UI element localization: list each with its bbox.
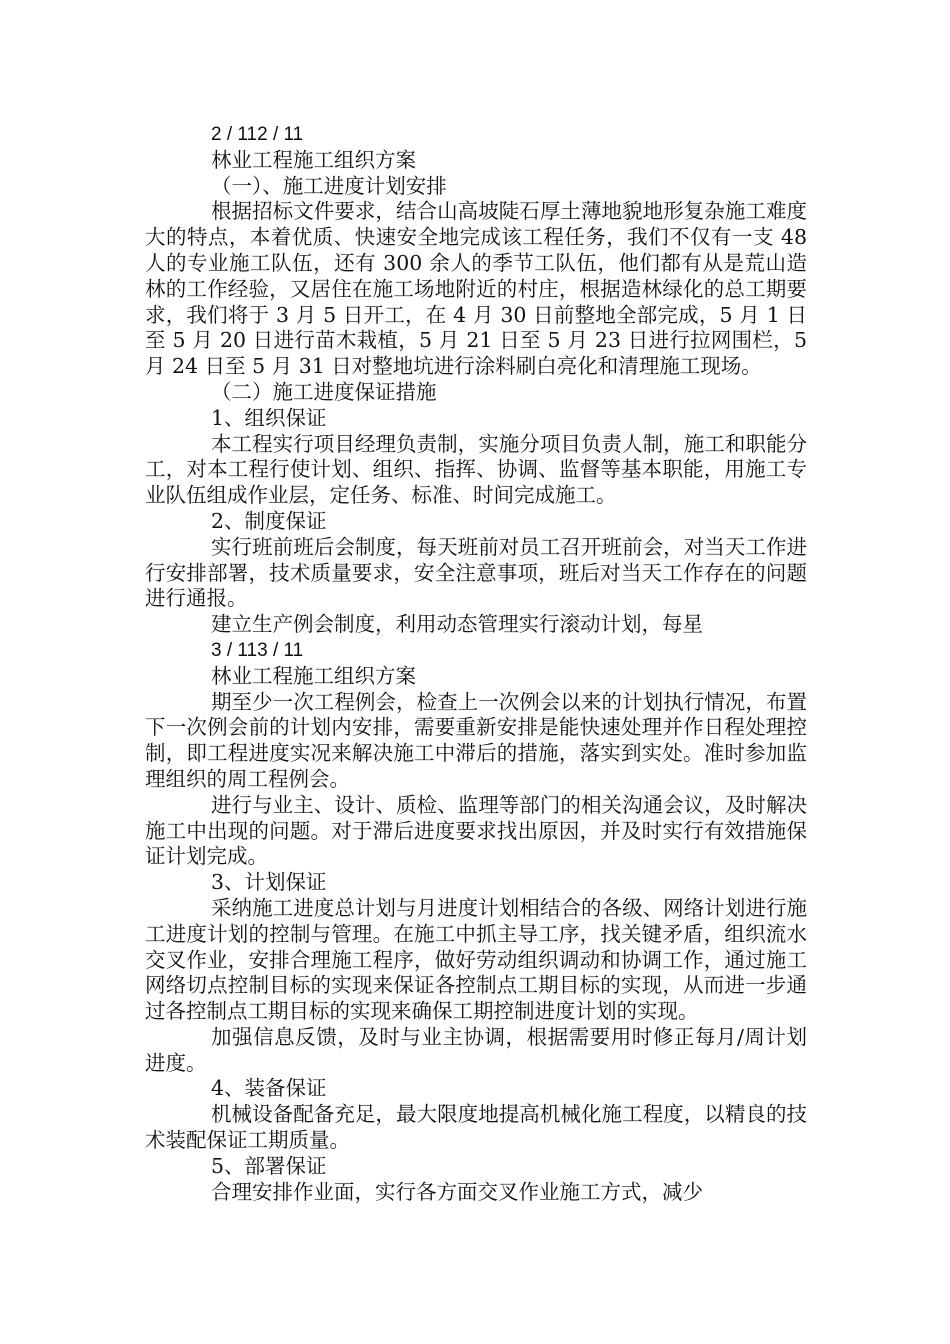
page-number: 3 / 113 / 11 (211, 639, 304, 661)
section-heading-guarantee: （二）施工进度保证措施 (211, 379, 437, 404)
subheading-plan: 3、计划保证 (211, 870, 327, 895)
section-heading-schedule: （一）、施工进度计划安排 (211, 173, 447, 198)
page-number: 2 / 112 / 11 (211, 124, 304, 145)
paragraph-system-routine-start: 建立生产例会制度，利用动态管理实行滚动计划，每星 (211, 612, 703, 637)
subheading-organization: 1、组织保证 (211, 405, 327, 430)
paragraph-system-routine-cont: 期至少一次工程例会，检查上一次例会以来的计划执行情况，布置下一次例会前的计划内安排，需要重新安排是能快速处理并作日程处理控制，即工程进度实况来解决施工中滞后的措施，落实到实处。准时参加监理组织的周工程例会。 (145, 689, 807, 791)
paragraph-plan-control: 采纳施工进度总计划与月进度计划相结合的各级、网络计划进行施工进度计划的控制与管理。在施工中抓主导工序，找关键矛盾，组织流水交叉作业，安排合理施工程序，做好劳动组织调动和协调工作，通过施工网络切点控制目标的实现来保证各控制点工期目标的实现，从而进一步通过各控制点工期目标的实现来确保工期控制进度计划的实现。 (145, 895, 807, 1024)
paragraph-system-meetings: 实行班前班后会制度，每天班前对员工召开班前会，对当天工作进行安排部署，技术质量要求，安全注意事项，班后对当天工作存在的问题进行通报。 (145, 534, 807, 611)
paragraph-plan-feedback: 加强信息反馈，及时与业主协调，根据需要用时修正每月/周计划进度。 (145, 1024, 807, 1075)
document-title: 林业工程施工组织方案 (211, 147, 416, 172)
document-body (145, 122, 807, 1205)
paragraph-deployment-start: 合理安排作业面，实行各方面交叉作业施工方式，减少 (211, 1179, 703, 1204)
subheading-system: 2、制度保证 (211, 508, 327, 533)
subheading-equipment: 4、装备保证 (211, 1076, 327, 1101)
subheading-deployment: 5、部署保证 (211, 1153, 327, 1178)
paragraph-system-communication: 进行与业主、设计、质检、监理等部门的相关沟通会议，及时解决施工中出现的问题。对于滞后进度要求找出原因，并及时实行有效措施保证计划完成。 (145, 792, 807, 869)
document-title: 林业工程施工组织方案 (211, 663, 416, 688)
paragraph-schedule: 根据招标文件要求，结合山高坡陡石厚土薄地貌地形复杂施工难度大的特点，本着优质、快速安全地完成该工程任务，我们不仅有一支 48 人的专业施工队伍，还有 300 余人的季节工队伍，他们都有从是荒山造林的工作经验，又居住在施工场地附近的村庄，根据造林绿化的总工期要求，我们将于 3 月 5 日开工，在 4 月 30 日前整地全部完成，5 月 1 日至 5 月 20 日进行苗木栽植，5 月 21 日至 5 月 23 日进行拉网围栏，5 月 24 日至 5 月 31 日对整地坑进行涂料刷白亮化和清理施工现场。 (145, 199, 807, 379)
paragraph-organization: 本工程实行项目经理负责制，实施分项目负责人制，施工和职能分工，对本工程行使计划、组织、指挥、协调、监督等基本职能，用施工专业队伍组成作业层，定任务、标准、时间完成施工。 (145, 431, 807, 508)
paragraph-equipment: 机械设备配备充足，最大限度地提高机械化施工程度，以精良的技术装配保证工期质量。 (145, 1102, 807, 1153)
